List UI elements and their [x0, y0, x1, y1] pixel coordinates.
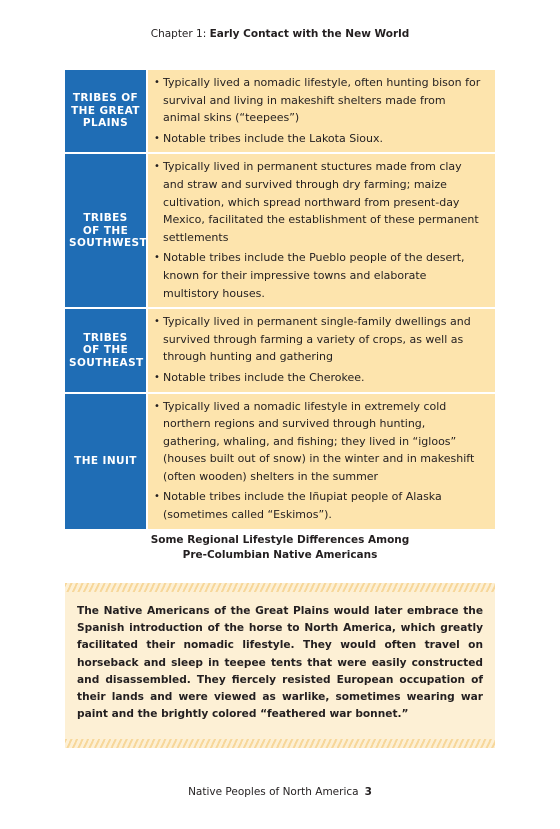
table-row-southeast — [65, 309, 495, 393]
bullet-item: • Typically lived in permanent single-family dwellings and survived through farming a variety of crops, as well as through hunting and gathering — [154, 313, 485, 366]
table-row-great-plains — [65, 70, 495, 154]
sidebar-box — [65, 583, 495, 748]
running-header — [0, 28, 560, 40]
table-row-inuit — [65, 394, 495, 529]
decorative-border-bottom — [65, 739, 495, 748]
book-title: Native Peoples of North America — [188, 786, 359, 798]
sidebar-text: The Native Americans of the Great Plains would later embrace the Spanish introduction of the horse to North America, which greatly facilitated their nomadic lifestyle. They would often travel on horseback and sleep in teepee tents that were easily constructed and disassembled. They fiercely resisted European occupation of their lands and were viewed as warlike, sometimes wearing war paint and the brightly colored “feathered war bonnet.” — [77, 605, 483, 721]
row-description — [148, 70, 495, 154]
row-label: TRIBES OF THE SOUTHEAST — [65, 309, 148, 393]
caption-line-2: Pre-Columbian Native Americans — [182, 549, 378, 561]
row-description — [148, 394, 495, 529]
bullet-item: • Typically lived in permanent stuctures made from clay and straw and survived through dry farming; maize cultivation, which spread northward from present-day Mexico, facilitated the establishment of these permanent settlements — [154, 158, 485, 246]
row-label: TRIBES OF THE GREAT PLAINS — [65, 70, 148, 154]
row-label: TRIBES OF THE SOUTHWEST — [65, 154, 148, 309]
decorative-border-top — [65, 583, 495, 592]
bullet-item: • Notable tribes include the Cherokee. — [154, 369, 485, 387]
page-number: 3 — [364, 786, 372, 798]
table-row-southwest — [65, 154, 495, 309]
tribes-table — [65, 70, 495, 529]
bullet-item: • Typically lived a nomadic lifestyle in extremely cold northern regions and survived through hunting, gathering, whaling, and fishing; they lived in “igloos” (houses built out of snow) in the winter and in makeshift (often wooden) shelters in the summer — [154, 398, 485, 486]
bullet-item: • Notable tribes include the Iñupiat people of Alaska (sometimes called “Eskimos”). — [154, 488, 485, 523]
row-description — [148, 154, 495, 309]
chapter-title: Early Contact with the New World — [209, 28, 410, 40]
table-caption — [0, 533, 560, 563]
bullet-item: • Typically lived a nomadic lifestyle, often hunting bison for survival and living in makeshift shelters made from animal skins (“teepees”) — [154, 74, 485, 127]
row-label: THE INUIT — [65, 394, 148, 529]
row-description — [148, 309, 495, 393]
running-footer — [0, 786, 560, 798]
bullet-item: • Notable tribes include the Lakota Sioux. — [154, 130, 485, 148]
caption-line-1: Some Regional Lifestyle Differences Among — [150, 534, 410, 546]
bullet-item: • Notable tribes include the Pueblo people of the desert, known for their impressive towns and elaborate multistory houses. — [154, 249, 485, 302]
chapter-number: Chapter 1: — [150, 28, 207, 40]
